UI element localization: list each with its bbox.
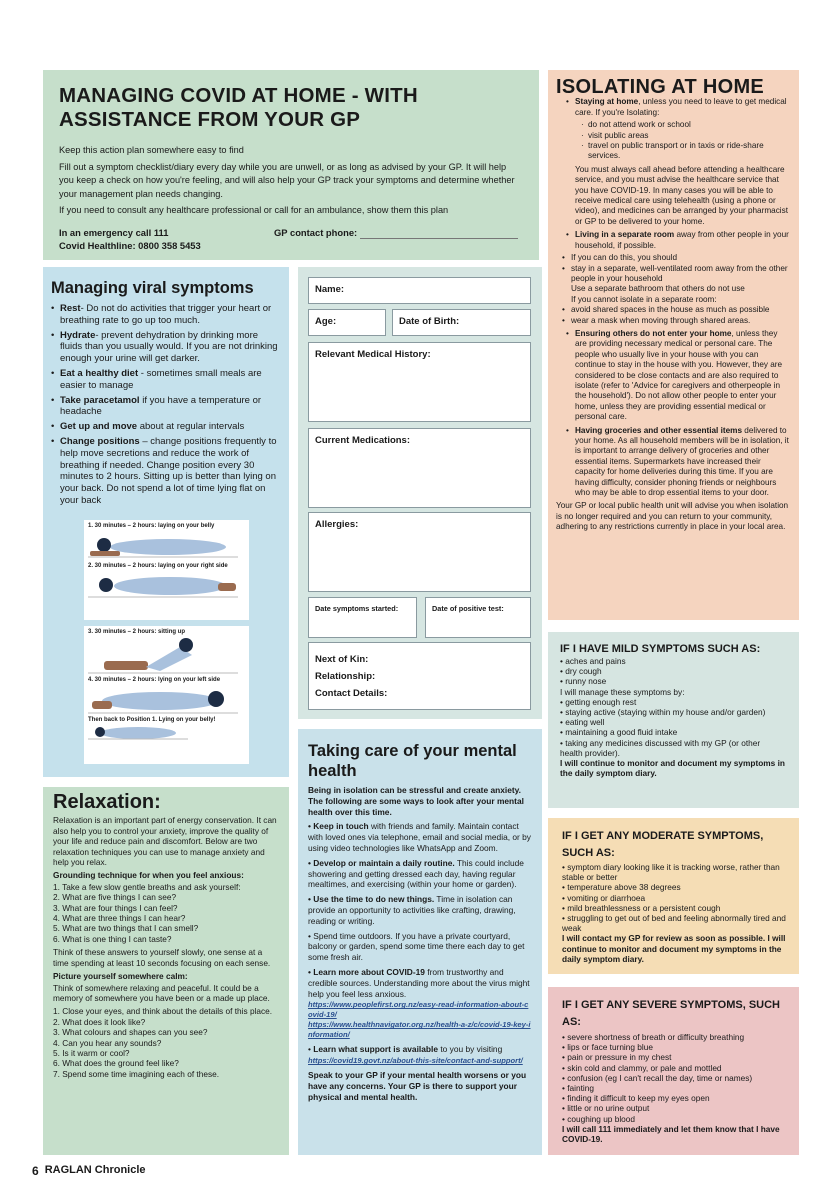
publication-name: RAGLAN Chronicle [44,1164,146,1176]
viral-item-paracetamol: • Take paracetamol if you have a temperature or headache [51,395,281,419]
iso-sub-item: · visit public areas [581,131,791,141]
severe-item: • confusion (eg I can't recall the day, time or names) [562,1072,753,1083]
severe-item: • lips or face turning blue [562,1042,653,1053]
sitting-up-figure [88,635,243,675]
dob-field[interactable]: Date of Birth: [392,309,531,336]
severe-item: • little or no urine output [562,1103,650,1114]
mild-item: • dry cough [560,666,602,677]
mental-learn: • Learn more about COVID-19 from trustworthy and credible sources. Understanding more about the virus might help you feel less anxious. [308,966,530,999]
viral-item-positions: • Change positions – change positions frequently to help move secretions and reduce the work of breathing if needed. Change position every 30 minutes to 2 hours. Sitting up is better than lying on your back. Do not spend a lot of time lying flat on your back [51,436,281,507]
patient-form [298,267,542,719]
isolating-box [548,70,799,620]
intro-consult: If you need to consult any healthcare professional or call for an ambulance, show them this plan [59,205,449,215]
moderate-item: • symptom diary looking like it is tracking worse, rather than stable or better [562,862,780,883]
link-covid19-support[interactable]: https://covid19.govt.nz/about-this-site/contact-and-support/ [308,1056,523,1066]
symptoms-started-field[interactable]: Date symptoms started: [308,597,417,638]
iso-room-item: • wear a mask when moving through shared areas. [562,316,791,326]
mild-item: • taking any medicines discussed with my GP (or other health provider). [560,737,761,758]
emergency-number: In an emergency call 111 [59,226,169,238]
grounding-step: 5. What are two things that I can smell? [53,923,199,934]
calm-step: 2. What does it look like? [53,1016,146,1027]
mental-keep-in-touch: • Keep in touch with friends and family. Maintain contact with loved ones via telephone, email and social media, or by using video technologies like WhatsApp and Zoom. [308,821,531,853]
calm-step: 3. What colours and shapes can you see? [53,1027,208,1038]
severe-item: • severe shortness of breath or difficulty breathing [562,1032,745,1042]
relaxation-box [43,787,289,1155]
mild-item: • maintaining a good fluid intake [560,727,678,738]
intro-line: Keep this action plan somewhere easy to find [59,145,244,155]
mental-intro: Being in isolation can be stressful and create anxiety. The following are some ways to look after your mental health over this time. [308,785,524,817]
healthline-number: Covid Healthline: 0800 358 5453 [59,239,201,251]
calm-step: 4. Can you hear any sounds? [53,1037,162,1048]
moderate-title: IF I GET ANY MODERATE SYMPTOMS, SUCH AS: [562,830,764,859]
gp-phone-field[interactable] [360,226,518,239]
page-footer [32,1164,146,1178]
severe-item: • coughing up blood [562,1113,636,1124]
iso-sub-item: · travel on public transport or in taxis or ride-share services. [581,141,791,162]
moderate-item: • struggling to get out of bed and feeling abnormally tired and weak [562,913,786,934]
moderate-action: I will contact my GP for review as soon as possible. I will continue to monitor and document my symptoms in the daily symptom diary. [562,933,786,964]
severe-item: • fainting [562,1083,594,1094]
gp-plan-box [43,70,539,260]
position-1-label: 1. 30 minutes – 2 hours: laying on your belly [88,523,215,529]
page-title: MANAGING COVID AT HOME - WITH ASSISTANCE FROM YOUR GP [59,84,418,131]
calm-intro: Think of somewhere relaxing and peaceful. It could be a memory of somewhere you have been or a made up place. [53,982,270,1003]
position-2-label: 2. 30 minutes – 2 hours: laying on your right side [88,563,228,569]
grounding-step: 4. What are three things I can hear? [53,913,186,924]
grounding-step: 6. What is one thing I can taste? [53,933,172,944]
contact-label: Contact Details: [315,688,388,699]
grounding-step: 2. What are five things I can see? [53,892,177,903]
mental-support: • Learn what support is available to you by visiting [308,1044,503,1055]
severe-item: • skin cold and clammy, or pale and mottled [562,1062,722,1073]
viral-item-hydrate: • Hydrate- prevent dehydration by drinking more fluids than you usually would. If you are not drinking enough your urine will get darker. [51,330,281,365]
next-of-kin-field[interactable] [308,642,531,710]
relaxation-title: Relaxation: [53,791,161,813]
link-peoplefirst[interactable]: https://www.peoplefirst.org.nz/easy-read-information-about-covid-19/ [308,1000,529,1020]
viral-item-move: • Get up and move about at regular intervals [51,421,281,433]
grounding-list [53,882,279,944]
back-to-belly-figure [88,723,243,741]
iso-item-others: • Ensuring others do not enter your home, unless they are providing necessary medical or personal care. The people who usually live in your house with you can continue to stay in the house with you. However, they are considered to be close contacts and are also required to isolate (refer to 'Advice for caregivers and otherpeople in the household'). Do not allow other people to enter your home, unless they are providing essential medical or personal care. [566,329,791,423]
lying-belly-figure [88,531,243,559]
allergies-field[interactable]: Allergies: [308,512,531,592]
age-field[interactable]: Age: [308,309,386,336]
viral-title: Managing viral symptoms [51,279,254,297]
grounding-step: 1. Take a few slow gentle breaths and ask yourself: [53,881,241,892]
severe-symptoms-box [548,987,799,1155]
viral-item-diet: • Eat a healthy diet - sometimes small meals are easier to manage [51,368,281,392]
grounding-heading: Grounding technique for when you feel anxious: [53,870,244,881]
calm-list [53,1006,279,1079]
mild-item: • staying active (staying within my house and/or garden) [560,707,766,718]
mild-item: • aches and pains [560,656,626,666]
medications-field[interactable]: Current Medications: [308,428,531,508]
mild-item: I will manage these symptoms by: [560,686,685,697]
name-field[interactable]: Name: [308,277,531,304]
mild-action: I will continue to monitor and document my symptoms in the daily symptom diary. [560,758,785,779]
iso-item-groceries: • Having groceries and other essential items delivered to your home. As all household members will be in isolation, it is important to arrange delivery of groceries and other essential items. Supermarkets have increased their capacity for home deliveries during this time. If you are having difficulty, consider phoning friends or neighbours who may be able to drop essential items to your door. [566,426,791,499]
severe-item: • finding it difficult to keep my eyes open [562,1093,710,1104]
severe-title: IF I GET ANY SEVERE SYMPTOMS, SUCH AS: [562,999,781,1028]
iso-item-room: • Living in a separate room away from other people in your household, if possible. [566,230,791,251]
moderate-symptoms-box [548,818,799,974]
moderate-item: • mild breathlessness or a persistent cough [562,902,721,913]
calm-step: 5. Is it warm or cool? [53,1047,130,1058]
position-4-label: 4. 30 minutes – 2 hours: lying on your left side [88,677,221,683]
mental-title: Taking care of your mental health [308,742,517,780]
lying-left-side-figure [88,683,243,715]
relationship-label: Relationship: [315,671,376,682]
mild-item: • runny nose [560,676,607,687]
position-back-label: Then back to Position 1. Lying on your belly! [88,717,216,723]
mental-closing: Speak to your GP if your mental health worsens or you have any concerns. Your GP is there to support your physical and mental health. [308,1070,527,1102]
mental-health-box [298,729,542,1155]
lying-right-side-figure [88,571,243,599]
mild-item: • eating well [560,717,605,728]
mild-title: IF I HAVE MILD SYMPTOMS SUCH AS: [560,643,761,655]
link-healthnavigator[interactable]: https://www.healthnavigator.org.nz/health-a-z/c/covid-19-key-information/ [308,1020,531,1040]
iso-cannot: If you cannot isolate in a separate room: [571,294,717,304]
positions-panel-1 [84,520,249,620]
positive-test-field[interactable]: Date of positive test: [425,597,531,638]
kin-label: Next of Kin: [315,654,369,665]
medical-history-field[interactable]: Relevant Medical History: [308,342,531,422]
iso-bathroom: Use a separate bathroom that others do not use [571,284,745,294]
positions-panel-2 [84,626,249,764]
calm-step: 6. What does the ground feel like? [53,1058,179,1069]
iso-item-staying: • Staying at home, unless you need to leave to get medical care. If you're Isolating: · do not attend work or school · visit public areas · travel on public transport or in taxis or ride-share services. You must always call ahead before attending a healthcare service, and you must advise the healthcare service that you have COVID-19. In many cases you will be able to receive medical care using telehealth (using a phone or video), and medicines can be arranged by your pharmacist or GP to be delivered to your home. [566,97,791,227]
viral-item-rest: • Rest- Do not do activities that trigger your heart or breathing rate to go up too much. [51,303,281,327]
iso-room-item: • If you can do this, you should [562,253,791,263]
iso-closing: Your GP or local public health unit will advise you when isolation is no longer required and you can return to your community, adhering to any restrictions currently in place in your local area. [556,501,789,532]
iso-sub-item: · do not attend work or school [581,120,791,130]
moderate-item: • vomiting or diarrhoea [562,892,646,903]
moderate-item: • temperature above 38 degrees [562,882,681,893]
mental-routine: • Develop or maintain a daily routine. This could include showering and getting dressed each day, having regular mealtimes, and exercising (within your home or garden). [308,857,524,890]
grounding-step: 3. What are four things I can feel? [53,902,178,913]
intro-paragraph: Fill out a symptom checklist/diary every day while you are unwell, or as long as advised by your GP. It will help you keep a check on how you're feeling, and will also help your GP track your symptoms and determine whether your management plan needs changing. [59,161,515,199]
severe-action: I will call 111 immediately and let them know that I have COVID-19. [562,1123,780,1145]
grounding-note: Think of these answers to yourself slowly, one sense at a time spending at least 10 seconds focusing on each sense. [53,947,271,968]
mental-outdoors: • Spend time outdoors. If you have a private courtyard, balcony or garden, spend some time there each day to get some fresh air. [308,930,525,963]
page-number: 6 [32,1164,39,1178]
iso-callahead: You must always call ahead before attending a healthcare service, and you must advise the healthcare service that you have COVID-19. In many cases you will be able to receive medical care using telehealth (using a phone or video), and medicines can be arranged by your pharmacist or GP to be delivered to your home. [575,164,788,226]
mild-item: • getting enough rest [560,696,637,707]
relax-intro: Relaxation is an important part of energy conservation. It can also help you to control your anxiety, improve the quality of your life and reduce pain and discomfort. Below are two relaxation techniques you can use to manage anxiety and help you relax. [53,815,277,868]
severe-item: • pain or pressure in my chest [562,1052,672,1063]
iso-room-item: • stay in a separate, well-ventilated room away from the other people in your household [562,264,791,285]
isolating-title: ISOLATING AT HOME [556,76,765,98]
calm-step: 7. Spend some time imagining each of these. [53,1068,220,1079]
gp-phone-label: GP contact phone: [274,226,358,238]
calm-heading: Picture yourself somewhere calm: [53,971,188,982]
position-3-label: 3. 30 minutes – 2 hours: sitting up [88,629,186,635]
calm-step: 1. Close your eyes, and think about the details of this place. [53,1006,273,1017]
mild-symptoms-box [548,632,799,808]
iso-room-item: • avoid shared spaces in the house as much as possible [562,305,791,315]
mental-new-things: • Use the time to do new things. Time in isolation can provide an opportunity to activities like crafting, drawing, reading or writing. [308,894,516,926]
